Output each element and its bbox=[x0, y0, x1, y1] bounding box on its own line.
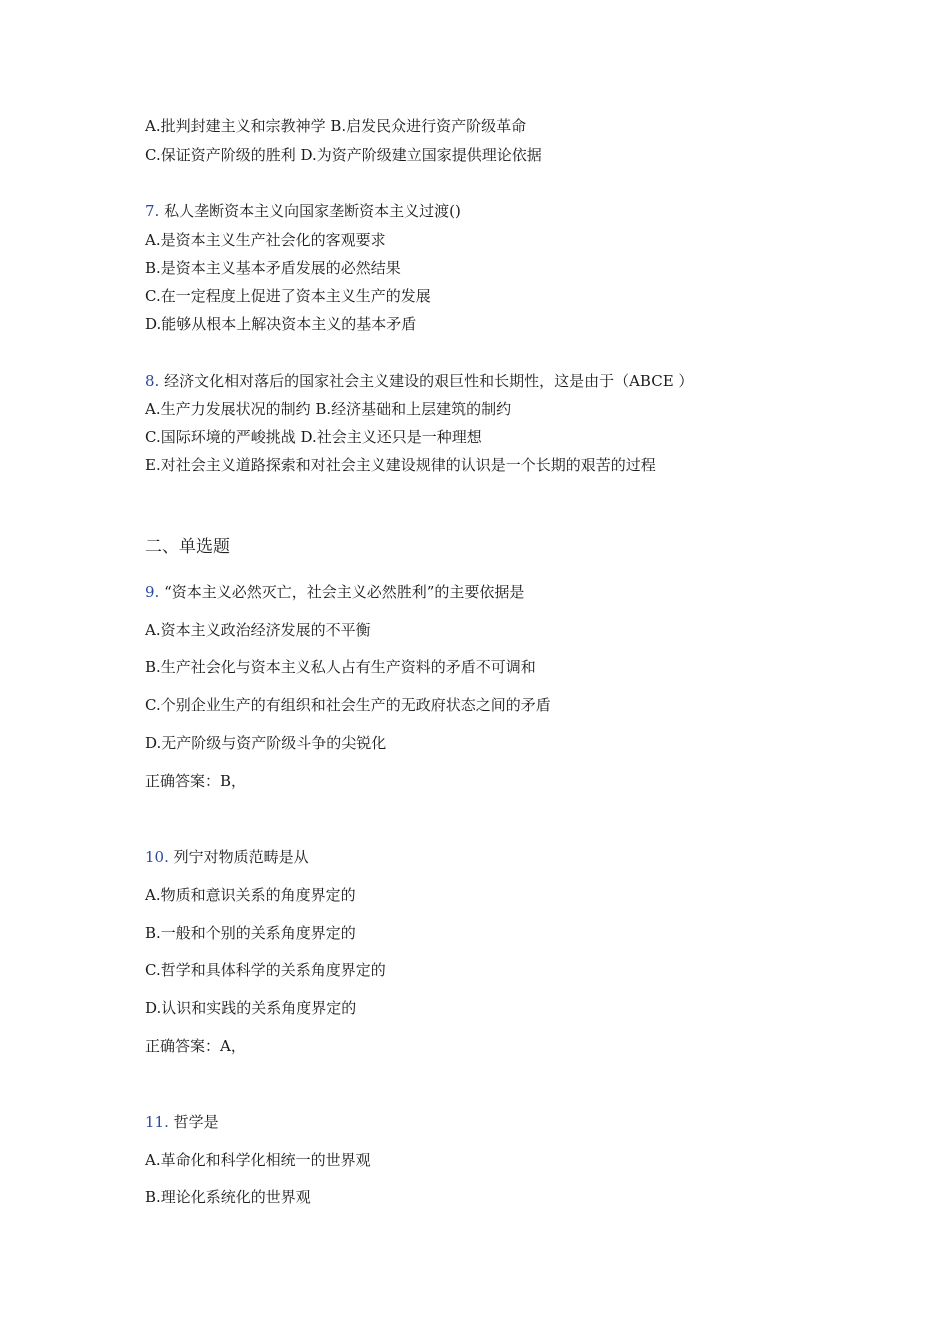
option-b: B.是资本主义基本矛盾发展的必然结果 bbox=[145, 259, 401, 277]
option-ab: A.生产力发展状况的制约 B.经济基础和上层建筑的制约 bbox=[145, 400, 512, 418]
question-text: 经济文化相对落后的国家社会主义建设的艰巨性和长期性，这是由于（ABCE ） bbox=[164, 372, 694, 390]
question-8 bbox=[145, 371, 693, 391]
option-b: B.生产社会化与资本主义私人占有生产资料的矛盾不可调和 bbox=[145, 658, 536, 676]
answer-line: 正确答案：B， bbox=[145, 772, 247, 790]
question-11 bbox=[145, 1112, 219, 1132]
option-d: D.认识和实践的关系角度界定的 bbox=[145, 999, 357, 1017]
question-text: “资本主义必然灭亡，社会主义必然胜利”的主要依据是 bbox=[164, 583, 525, 601]
option-c: C.个别企业生产的有组织和社会生产的无政府状态之间的矛盾 bbox=[145, 696, 551, 714]
question-number: 7. bbox=[145, 202, 160, 220]
question-9 bbox=[145, 582, 524, 602]
question-number: 10. bbox=[145, 848, 169, 866]
option-a: A.革命化和科学化相统一的世界观 bbox=[145, 1151, 371, 1169]
answer-line: 正确答案：A， bbox=[145, 1037, 246, 1055]
option-a: A.资本主义政治经济发展的不平衡 bbox=[145, 621, 371, 639]
question-10 bbox=[145, 847, 309, 867]
option-b: B.理论化系统化的世界观 bbox=[145, 1188, 311, 1206]
option-a: A.物质和意识关系的角度界定的 bbox=[145, 886, 356, 904]
question-number: 11. bbox=[145, 1113, 169, 1131]
option-e: E.对社会主义道路探索和对社会主义建设规律的认识是一个长期的艰苦的过程 bbox=[145, 456, 656, 474]
question-text: 哲学是 bbox=[173, 1113, 219, 1131]
option-d: D.无产阶级与资产阶级斗争的尖锐化 bbox=[145, 734, 387, 752]
section-heading: 二、单选题 bbox=[145, 537, 230, 557]
option-a: A.是资本主义生产社会化的客观要求 bbox=[145, 231, 386, 249]
option-c: C.在一定程度上促进了资本主义生产的发展 bbox=[145, 287, 431, 305]
option-d: D.能够从根本上解决资本主义的基本矛盾 bbox=[145, 315, 417, 333]
question-7 bbox=[145, 201, 461, 221]
option-b: B.一般和个别的关系角度界定的 bbox=[145, 924, 356, 942]
option-line: A.批判封建主义和宗教神学 B.启发民众进行资产阶级革命 bbox=[145, 117, 527, 135]
option-line: C.保证资产阶级的胜利 D.为资产阶级建立国家提供理论依据 bbox=[145, 146, 542, 164]
question-number: 9. bbox=[145, 583, 160, 601]
option-c: C.哲学和具体科学的关系角度界定的 bbox=[145, 961, 386, 979]
question-text: 私人垄断资本主义向国家垄断资本主义过渡() bbox=[164, 202, 461, 220]
question-number: 8. bbox=[145, 372, 160, 390]
question-text: 列宁对物质范畴是从 bbox=[173, 848, 309, 866]
option-cd: C.国际环境的严峻挑战 D.社会主义还只是一种理想 bbox=[145, 428, 482, 446]
